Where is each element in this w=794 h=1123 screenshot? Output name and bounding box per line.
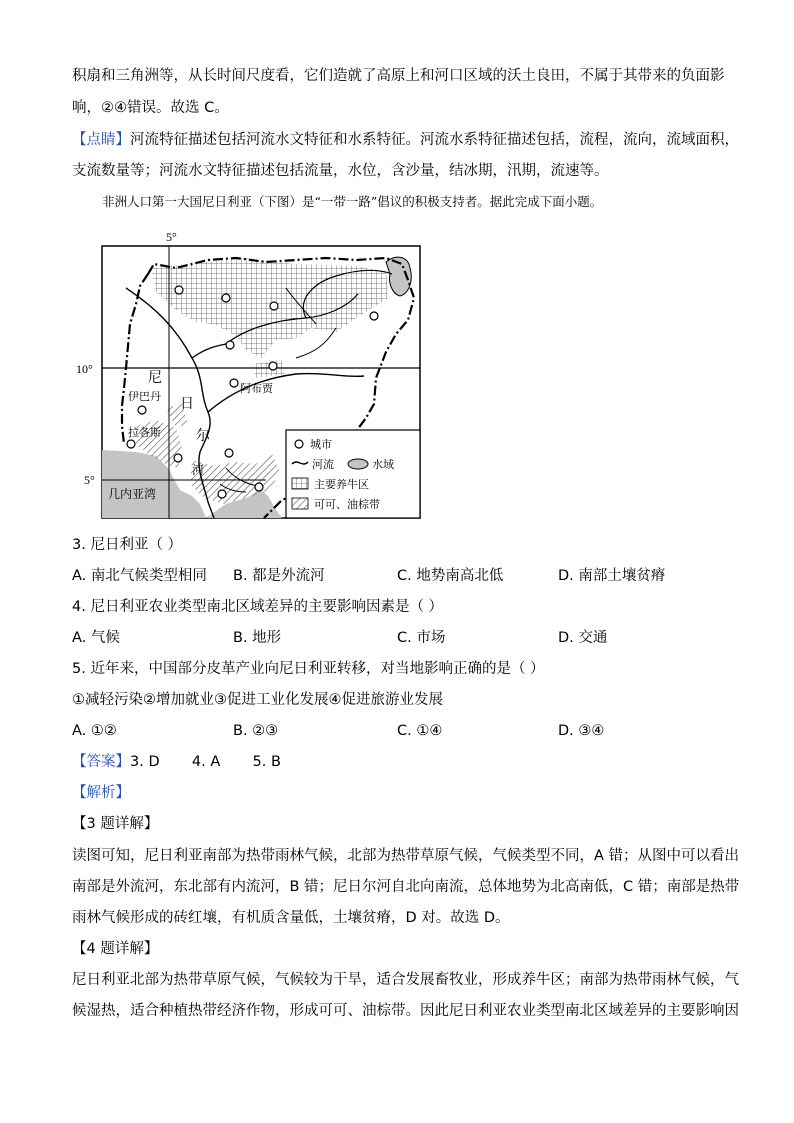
q3-option-c[interactable]: C. 地势南高北低 [397, 568, 504, 584]
q3-detail-line: 南部是外流河，东北部有内流河，B 错；尼日尔河自北向南流，总体地势为北高南低，C 错；南部是热带 [72, 879, 740, 895]
question-intro: 非洲人口第一大国尼日利亚（下图）是“一带一路”倡议的积极支持者。据此完成下面小题。 [102, 194, 603, 209]
q3-option-b[interactable]: B. 都是外流河 [233, 568, 325, 584]
q4-detail-line: 尼日利亚北部为热带草原气候，气候较为干旱，适合发展畜牧业，形成养牛区；南部为热带雨林气候，气 [72, 972, 739, 988]
country-char: 日 [180, 396, 194, 412]
gulf-label: 几内亚湾 [108, 487, 157, 501]
city-marker [255, 483, 263, 491]
question-5-items: ①减轻污染②增加就业③促进工业化发展④促进旅游业发展 [72, 692, 443, 708]
city-marker-abuja [230, 379, 238, 387]
lat10-label: 10° [76, 362, 93, 376]
country-char: 尼 [148, 370, 162, 386]
q4-option-a[interactable]: A. 气候 [72, 630, 120, 646]
answer-text: 3. D 4. A 5. B [130, 754, 281, 770]
legend-cocoa-icon [292, 498, 308, 509]
legend-water-label: 水域 [372, 458, 394, 471]
legend [286, 430, 420, 518]
city-marker [218, 490, 226, 498]
city-label-ibadan: 伊巴丹 [128, 390, 161, 403]
question-4: 4. 尼日利亚农业类型南北区域差异的主要影响因素是（ ） [72, 599, 444, 615]
lat5-label: 5° [84, 473, 95, 487]
city-label-abuja: 阿布贾 [240, 382, 273, 395]
city-marker [225, 449, 233, 457]
q3-option-a[interactable]: A. 南北气候类型相同 [72, 568, 207, 584]
city-marker [269, 362, 277, 370]
answer-line [72, 752, 281, 772]
city-marker [222, 294, 230, 302]
q3-detail-line: 雨林气候形成的砖红壤，有机质含量低，土壤贫瘠，D 对。故选 D。 [72, 910, 510, 926]
city-marker [174, 454, 182, 462]
q4-option-d[interactable]: D. 交通 [558, 630, 608, 646]
lon-label: 5° [166, 230, 177, 244]
city-label-lagos: 拉各斯 [128, 426, 161, 439]
legend-city-label: 城市 [310, 438, 332, 451]
q4-option-b[interactable]: B. 地形 [233, 630, 282, 646]
q4-detail-line: 候湿热，适合种植热带经济作物，形成可可、油棕带。因此尼日利亚农业类型南北区域差异的主要影响因 [72, 1003, 739, 1019]
q5-option-b[interactable]: B. ②③ [233, 723, 279, 739]
question-5: 5. 近年来，中国部分皮革产业向尼日利亚转移，对当地影响正确的是（ ） [72, 661, 545, 677]
legend-cattle-label: 主要养牛区 [314, 478, 369, 491]
q4-option-c[interactable]: C. 市场 [397, 630, 446, 646]
legend-cattle-icon [292, 478, 308, 489]
country-char: 河 [192, 463, 205, 477]
city-marker [175, 286, 183, 294]
q5-option-a[interactable]: A. ①② [72, 723, 117, 739]
nigeria-map [76, 228, 426, 522]
q3-option-d[interactable]: D. 南部土壤贫瘠 [558, 568, 666, 584]
legend-water-icon [348, 459, 368, 469]
analysis-label: 【解析】 [72, 785, 130, 801]
city-marker-ibadan [138, 406, 146, 414]
paragraph-line: 支流数量等；河流水文特征描述包括流量，水位，含沙量，结冰期，汛期，流速等。 [72, 163, 609, 179]
country-char: 尔 [196, 428, 210, 444]
tip-label: 【点睛】 [72, 132, 130, 148]
paragraph-line: 积扇和三角洲等，从长时间尺度看，它们造就了高原上和河口区域的沃土良田，不属于其带来的负面影 [72, 68, 725, 84]
q3-detail-line: 读图可知，尼日利亚南部为热带雨林气候，北部为热带草原气候，气候类型不同，A 错；从图中可以看出 [72, 848, 740, 864]
legend-cocoa-label: 可可、油棕带 [314, 498, 380, 511]
paragraph-line: 响，②④错误。故选 C。 [72, 100, 229, 116]
answer-label: 【答案】 [72, 754, 130, 770]
city-marker-lagos [127, 440, 135, 448]
question-3: 3. 尼日利亚（ ） [72, 537, 183, 553]
q5-option-d[interactable]: D. ③④ [558, 723, 605, 739]
q4-detail-heading: 【4 题详解】 [72, 941, 159, 957]
legend-city-icon [295, 440, 303, 448]
tip-line [72, 130, 739, 150]
legend-river-label: 河流 [312, 458, 334, 471]
tip-text: 河流特征描述包括河流水文特征和水系特征。河流水系特征描述包括，流程，流向，流域面积， [130, 132, 739, 148]
city-marker [226, 341, 234, 349]
city-marker [270, 302, 278, 310]
q3-detail-heading: 【3 题详解】 [72, 816, 159, 832]
q5-option-c[interactable]: C. ①④ [397, 723, 443, 739]
city-marker [370, 312, 378, 320]
